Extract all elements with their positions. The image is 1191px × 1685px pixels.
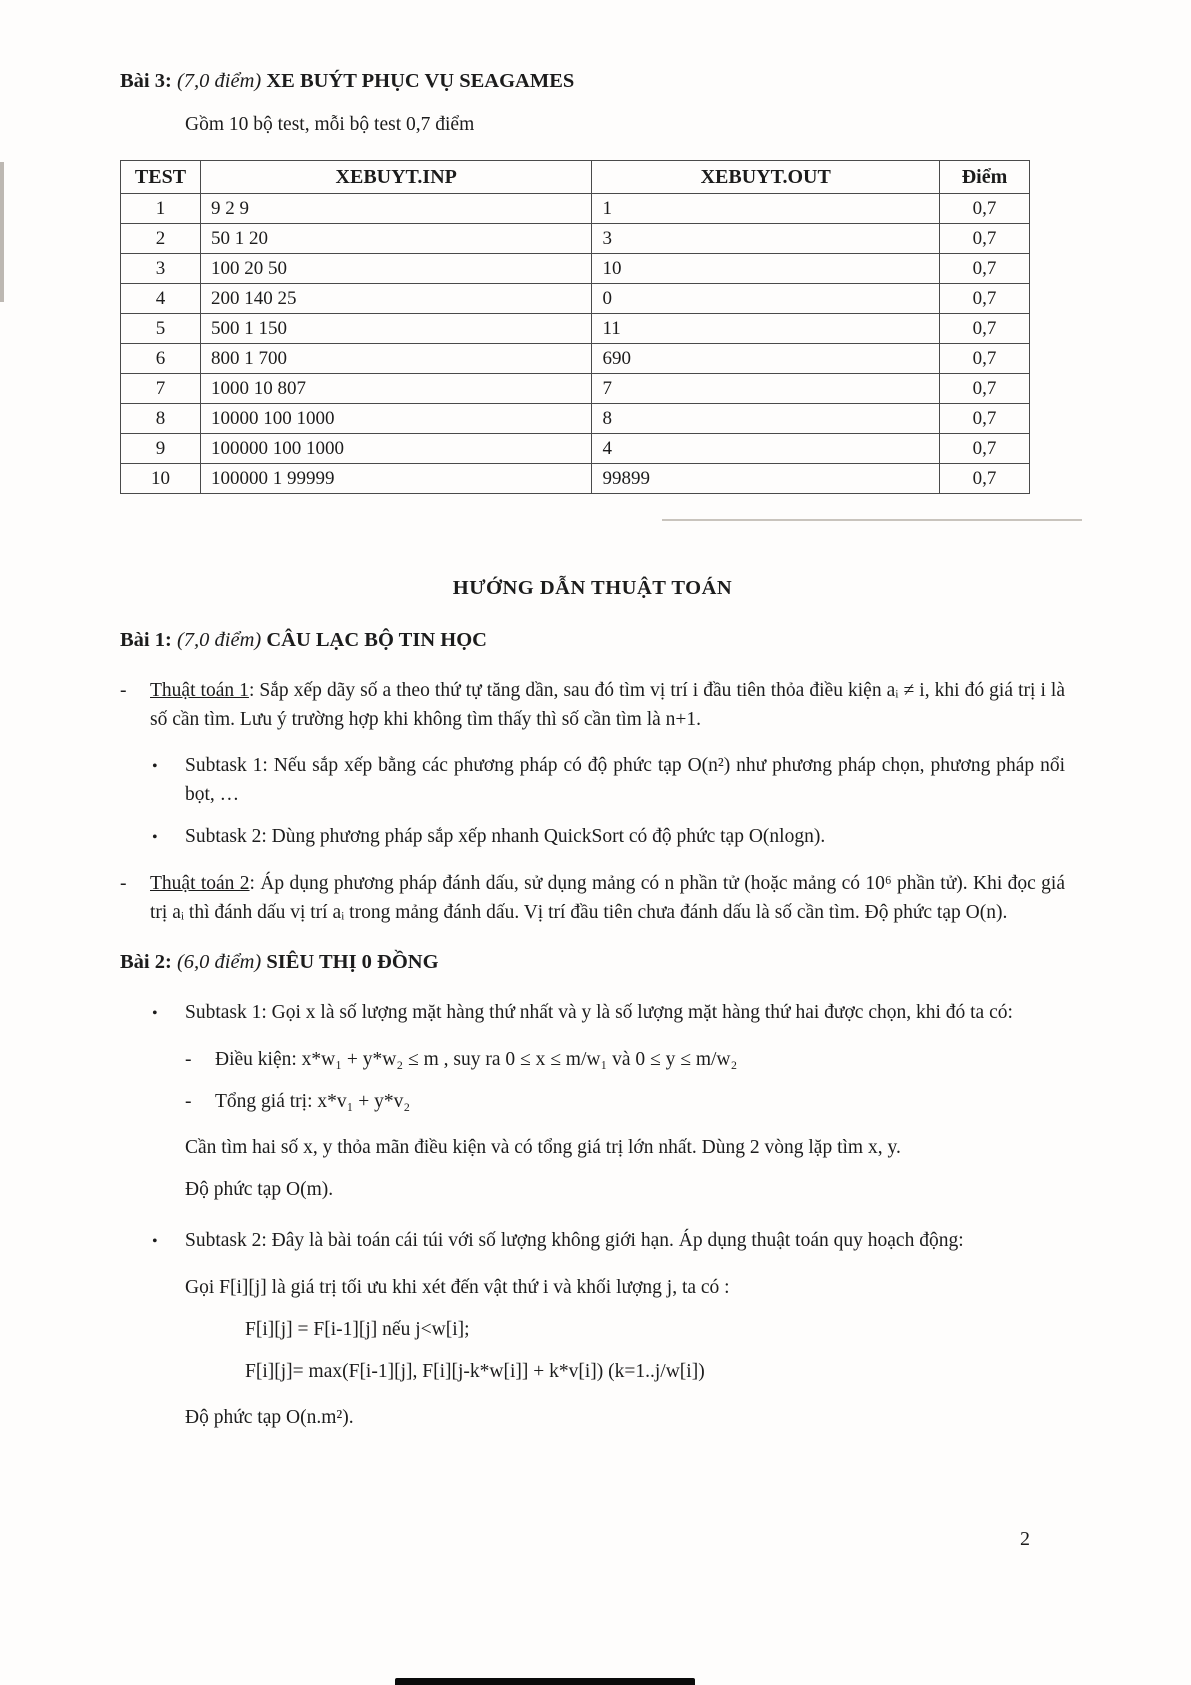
bai3-subtitle: Gồm 10 bộ test, mỗi bộ test 0,7 điểm [185,114,475,135]
bullet-marker: • [152,829,158,846]
bai1-title: CÂU LẠC BỘ TIN HỌC [266,629,487,651]
input-cell: 100 20 50 [200,254,591,284]
table-row [121,314,1030,344]
bai2-subtask1-text: Subtask 1: Gọi x là số lượng mặt hàng thứ nhất và y là số lượng mặt hàng thứ hai được chọn, khi đó ta có: [185,1002,1013,1023]
test-number-cell: 9 [121,434,201,464]
scan-artifact-line [662,519,1082,521]
list-item-algorithm1 [120,676,1065,734]
algorithm2-body: : Áp dụng phương pháp đánh dấu, sử dụng mảng có n phần tử (hoặc mảng có 10⁶ phần tử). Khi đọc giá trị aᵢ thì đánh dấu vị trí aᵢ trong mảng đánh dấu. Vị trí đầu tiên chưa đánh dấu là số cần tìm. Độ phức tạp O(n). [150,873,1065,923]
bai1-subtask2-text: Subtask 2: Dùng phương pháp sắp xếp nhanh QuickSort có độ phức tạp O(nlogn). [185,826,826,847]
score-cell: 0,7 [940,404,1030,434]
bai2-title: SIÊU THỊ 0 ĐỒNG [266,951,439,973]
score-cell: 0,7 [940,284,1030,314]
algorithm1-lead: Thuật toán 1 [150,680,249,701]
input-cell: 500 1 150 [200,314,591,344]
col-header-output: XEBUYT.OUT [592,161,940,194]
bai2-label: Bài 2: [120,951,172,973]
score-cell: 0,7 [940,224,1030,254]
bai2-subtask1-note: Cần tìm hai số x, y thỏa mãn điều kiện và có tổng giá trị lớn nhất. Dùng 2 vòng lặp tìm x, y. [185,1137,901,1158]
table-row [121,224,1030,254]
list-item-algorithm2 [120,869,1065,927]
list-item-bai1-subtask1 [120,751,1065,809]
output-cell: 3 [592,224,940,254]
test-number-cell: 3 [121,254,201,284]
score-cell: 0,7 [940,464,1030,494]
col-header-test: TEST [121,161,201,194]
input-cell: 100000 100 1000 [200,434,591,464]
list-item-total-value [120,1087,1065,1116]
table-row [121,374,1030,404]
input-cell: 200 140 25 [200,284,591,314]
test-number-cell: 6 [121,344,201,374]
test-number-cell: 2 [121,224,201,254]
input-cell: 1000 10 807 [200,374,591,404]
dash-marker: - [185,1049,192,1070]
dash-marker: - [120,680,127,701]
list-item-bai2-subtask2 [120,1226,1065,1256]
input-cell: 800 1 700 [200,344,591,374]
bai1-heading [120,627,1065,654]
output-cell: 1 [592,194,940,224]
score-cell: 0,7 [940,344,1030,374]
dash-marker: - [185,1091,192,1112]
test-results-table [120,160,1030,494]
dp-formula-1: F[i][j] = F[i-1][j] nếu j<w[i]; [245,1319,470,1340]
total-value-text: Tổng giá trị: x*v₁ + y*v₂ [215,1091,411,1112]
input-cell: 9 2 9 [200,194,591,224]
bullet-marker: • [152,758,158,775]
scan-artifact-edge-mark [0,162,4,302]
output-cell: 99899 [592,464,940,494]
algorithm2-lead: Thuật toán 2 [150,873,250,894]
algorithm2-text [150,869,1065,927]
page-number: 2 [1020,1528,1030,1550]
bai1-subtask1-text: Subtask 1: Nếu sắp xếp bằng các phương pháp có độ phức tạp O(n²) như phương pháp chọn, phương pháp nổi bọt, … [185,755,1065,805]
table-row [121,254,1030,284]
output-cell: 690 [592,344,940,374]
col-header-input: XEBUYT.INP [200,161,591,194]
list-item-bai2-subtask1 [120,998,1065,1028]
bai3-heading [120,68,1065,95]
score-cell: 0,7 [940,374,1030,404]
table-row [121,464,1030,494]
score-cell: 0,7 [940,314,1030,344]
score-cell: 0,7 [940,254,1030,284]
output-cell: 10 [592,254,940,284]
bullet-marker: • [152,1233,158,1250]
output-cell: 4 [592,434,940,464]
list-item-bai1-subtask2 [120,822,1065,852]
bullet-marker: • [152,1005,158,1022]
table-row [121,284,1030,314]
list-item-condition [120,1045,1065,1074]
output-cell: 11 [592,314,940,344]
bai2-subtask2-complexity: Độ phức tạp O(n.m²). [185,1407,354,1428]
bai2-subtask2-text: Subtask 2: Đây là bài toán cái túi với số lượng không giới hạn. Áp dụng thuật toán quy hoạch động: [185,1230,964,1251]
bai3-points: (7,0 điểm) [176,70,262,92]
test-number-cell: 7 [121,374,201,404]
bai3-label: Bài 3: [120,70,172,92]
bai2-heading [120,949,1065,976]
dash-marker: - [120,873,127,894]
col-header-score: Điểm [940,161,1030,194]
dp-intro: Gọi F[i][j] là giá trị tối ưu khi xét đến vật thứ i và khối lượng j, ta có : [185,1277,730,1298]
output-cell: 7 [592,374,940,404]
dp-formula-2: F[i][j]= max(F[i-1][j], F[i][j-k*w[i]] + k*v[i]) (k=1..j/w[i]) [245,1361,705,1382]
bai3-title: XE BUÝT PHỤC VỤ SEAGAMES [266,70,575,92]
bai2-points: (6,0 điểm) [176,951,262,973]
input-cell: 10000 100 1000 [200,404,591,434]
condition-text: Điều kiện: x*w₁ + y*w₂ ≤ m , suy ra 0 ≤ x ≤ m/w₁ và 0 ≤ y ≤ m/w₂ [215,1049,738,1070]
test-number-cell: 4 [121,284,201,314]
score-cell: 0,7 [940,194,1030,224]
output-cell: 0 [592,284,940,314]
table-body [121,194,1030,494]
test-number-cell: 8 [121,404,201,434]
score-cell: 0,7 [940,434,1030,464]
test-number-cell: 1 [121,194,201,224]
scan-artifact-bottom-smudge [395,1678,695,1685]
algorithm1-text [150,676,1065,734]
table-row [121,194,1030,224]
test-number-cell: 10 [121,464,201,494]
table-row [121,344,1030,374]
output-cell: 8 [592,404,940,434]
bai2-subtask1-complexity: Độ phức tạp O(m). [185,1179,334,1200]
input-cell: 50 1 20 [200,224,591,254]
guide-section-heading: HƯỚNG DẪN THUẬT TOÁN [452,577,733,599]
algorithm1-body: : Sắp xếp dãy số a theo thứ tự tăng dần, sau đó tìm vị trí i đầu tiên thỏa điều kiện aᵢ ≠ i, khi đó giá trị i là số cần tìm. Lưu ý trường hợp khi không tìm thấy thì số cần tìm là n+1. [150,680,1066,730]
bai1-points: (7,0 điểm) [176,629,262,651]
bai1-label: Bài 1: [120,629,172,651]
input-cell: 100000 1 99999 [200,464,591,494]
table-row [121,404,1030,434]
table-row [121,434,1030,464]
table-header [121,161,1030,194]
test-number-cell: 5 [121,314,201,344]
